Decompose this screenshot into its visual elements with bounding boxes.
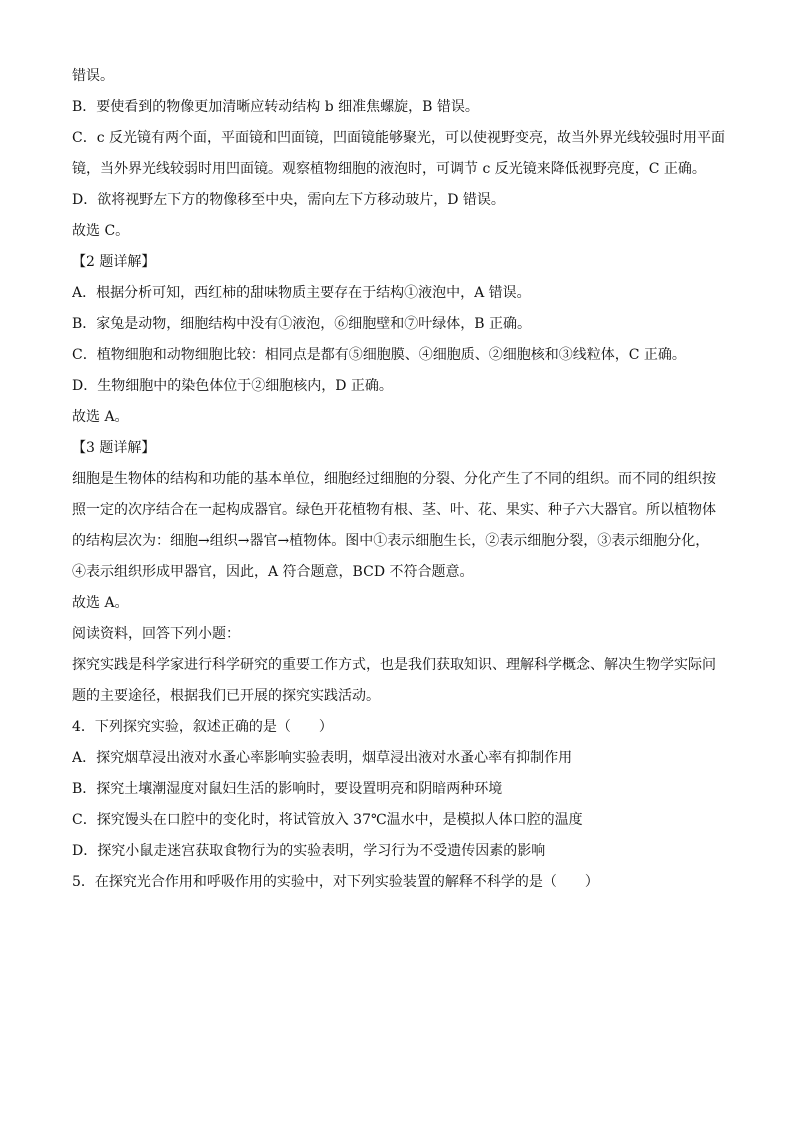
question-4-option-b: B．探究土壤潮湿度对鼠妇生活的影响时，要设置明亮和阴暗两种环境 [72,781,503,797]
reading-instruction: 阅读资料，回答下列小题： [72,626,240,642]
question-4-option-d: D．探究小鼠走迷宫获取食物行为的实验表明，学习行为不受遗传因素的影响 [72,843,546,859]
paragraph-line: ④表示组织形成甲器官，因此，A 符合题意，BCD 不符合题意。 [72,564,474,580]
question-4-option-c: C．探究馒头在口腔中的变化时，将试管放入 37℃温水中，是模拟人体口腔的温度 [72,812,583,828]
answer-b-explanation: B．要使看到的物像更加清晰应转动结构 b 细准焦螺旋，B 错误。 [72,99,479,115]
answer-choice: 故选 A。 [72,595,129,611]
question-4-option-a: A．探究烟草浸出液对水蚤心率影响实验表明，烟草浸出液对水蚤心率有抑制作用 [72,750,573,766]
answer-a-explanation: A．根据分析可知，西红柿的甜味物质主要存在于结构①液泡中，A 错误。 [72,285,531,301]
answer-choice: 故选 C。 [72,223,130,239]
reading-material-line: 题的主要途径，根据我们已开展的探究实践活动。 [72,688,380,704]
text-line: 错误。 [72,68,114,84]
answer-c-explanation: C．植物细胞和动物细胞比较：相同点是都有⑤细胞膜、④细胞质、②细胞核和③线粒体，C 正确。 [72,347,686,363]
paragraph-line: 细胞是生物体的结构和功能的基本单位，细胞经过细胞的分裂、分化产生了不同的组织。而不同的组织按 [72,471,716,487]
reading-material-line: 探究实践是科学家进行科学研究的重要工作方式，也是我们获取知识、理解科学概念、解决生物学实际问 [72,657,716,673]
section-heading: 【2 题详解】 [72,254,156,270]
paragraph-line: 的结构层次为：细胞→组织→器官→植物体。图中①表示细胞生长，②表示细胞分裂，③表示细胞分化， [72,533,710,549]
section-heading: 【3 题详解】 [72,440,156,456]
answer-b-explanation: B．家兔是动物，细胞结构中没有①液泡，⑥细胞壁和⑦叶绿体，B 正确。 [72,316,532,332]
answer-choice: 故选 A。 [72,409,129,425]
paragraph-line: 照一定的次序结合在一起构成器官。绿色开花植物有根、茎、叶、花、果实、种子六大器官。所以植物体 [72,502,716,518]
question-4: 4．下列探究实验，叙述正确的是（ ） [72,719,333,735]
answer-c-explanation: C．c 反光镜有两个面，平面镜和凹面镜，凹面镜能够聚光，可以使视野变亮，故当外界光线较强时用平面 [72,130,726,146]
text-line: 镜，当外界光线较弱时用凹面镜。观察植物细胞的液泡时，可调节 c 反光镜来降低视野亮度，C 正确。 [72,161,706,177]
answer-d-explanation: D．生物细胞中的染色体位于②细胞核内，D 正确。 [72,378,393,394]
answer-d-explanation: D．欲将视野左下方的物像移至中央，需向左下方移动玻片，D 错误。 [72,192,505,208]
question-5: 5．在探究光合作用和呼吸作用的实验中，对下列实验装置的解释不科学的是（ ） [72,874,599,890]
